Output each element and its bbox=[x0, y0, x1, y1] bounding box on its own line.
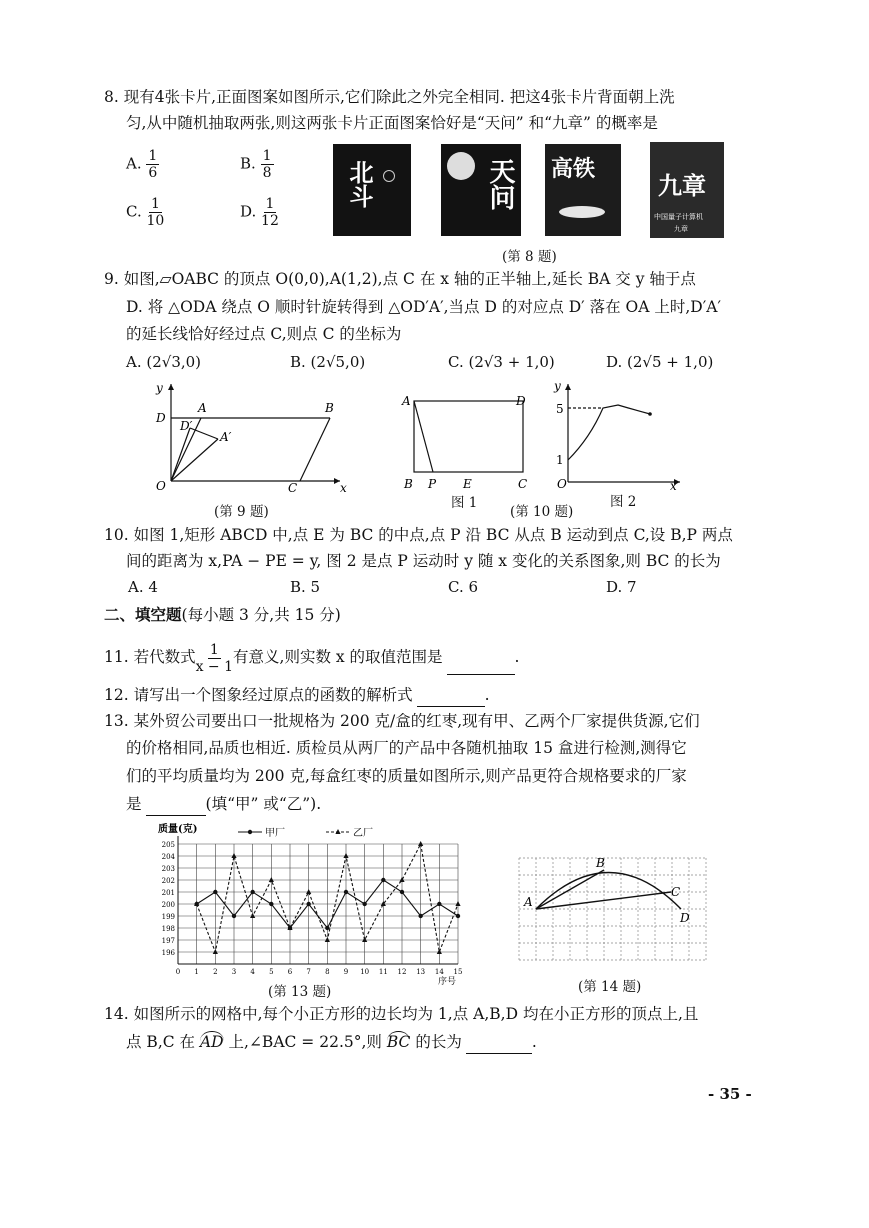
series-0-point-8 bbox=[325, 926, 329, 930]
section-2-note: (每小题 3 分,共 15 分) bbox=[181, 606, 341, 624]
q9-label-O: O bbox=[156, 479, 166, 493]
q10-fig2-label-O: O bbox=[557, 477, 567, 491]
x-tick-label-11: 11 bbox=[378, 968, 388, 976]
x-tick-label-6: 6 bbox=[287, 968, 293, 976]
x-tick-label-5: 5 bbox=[269, 968, 274, 976]
q8-option-b: B. $\frac{1}{8}$ bbox=[240, 148, 272, 181]
page-number: - 35 - bbox=[708, 1085, 752, 1103]
q14-label-C: C bbox=[671, 885, 681, 899]
q14-label-A: A bbox=[524, 895, 533, 909]
series-1-point-5 bbox=[269, 877, 274, 882]
q10-fig1-label-C: C bbox=[518, 477, 528, 491]
card-gaotie bbox=[545, 144, 621, 236]
card-beidou-text: 北斗 bbox=[345, 160, 374, 208]
y-tick-label-203: 203 bbox=[161, 865, 175, 873]
legend-label-1: 乙厂 bbox=[353, 828, 373, 839]
q10-fig2-label-5: 5 bbox=[556, 402, 564, 416]
x-tick-label-0: 0 bbox=[175, 968, 181, 976]
x-tick-label-15: 15 bbox=[453, 968, 463, 976]
q9-option-d: D. (2√5 + 1,0) bbox=[606, 353, 714, 371]
q14-label-B: B bbox=[596, 856, 605, 870]
q10-fig1-name: 图 1 bbox=[451, 495, 478, 511]
series-1-point-2 bbox=[213, 949, 218, 954]
q13-answer-blank[interactable] bbox=[146, 793, 206, 816]
q14-arc-ad: AD bbox=[199, 1033, 224, 1051]
q8-option-a: A. $\frac{1}{6}$ bbox=[126, 148, 158, 181]
q10-figure-1 bbox=[396, 386, 546, 496]
y-tick-label-197: 197 bbox=[161, 937, 175, 945]
q11-fraction: $\frac{1}{x - 1}$ bbox=[195, 641, 234, 675]
x-tick-label-10: 10 bbox=[360, 968, 370, 976]
circle-icon bbox=[383, 170, 395, 182]
q9-label-B: B bbox=[325, 401, 334, 415]
q8-option-c: C. $\frac{1}{10}$ bbox=[126, 196, 165, 229]
y-axis-label: 质量(克) bbox=[158, 824, 198, 835]
series-0-point-10 bbox=[362, 902, 366, 906]
x-tick-label-8: 8 bbox=[325, 968, 330, 976]
y-tick-label-198: 198 bbox=[161, 925, 175, 933]
x-tick-label-7: 7 bbox=[306, 968, 311, 976]
q12-answer-blank[interactable] bbox=[417, 684, 485, 707]
q10-fig2-name: 图 2 bbox=[610, 494, 637, 510]
x-tick-label-3: 3 bbox=[231, 968, 237, 976]
q8-line-1: 8. 现有4张卡片,正面图案如图所示,它们除此之外完全相同. 把这4张卡片背面朝上洗 bbox=[104, 88, 675, 106]
q10-option-a: A. 4 bbox=[128, 578, 158, 596]
q13-chart bbox=[150, 818, 470, 990]
q10-fig1-label-D: D bbox=[516, 394, 526, 408]
q14-label-D: D bbox=[680, 911, 690, 925]
q10-fig2-label-1: 1 bbox=[556, 453, 564, 467]
q9-line-2: D. 将 △ODA 绕点 O 顺时针旋转得到 △OD′A′,当点 D 的对应点 D′ 落在 OA 上时,D′A′ bbox=[126, 298, 721, 316]
card-jiuzhang-text: 九章 bbox=[658, 171, 706, 200]
q9-label-D: D bbox=[156, 411, 166, 425]
y-tick-label-199: 199 bbox=[161, 913, 175, 921]
q13-caption: (第 13 题) bbox=[268, 984, 332, 1000]
q13-line-1: 13. 某外贸公司要出口一批规格为 200 克/盒的红枣,现有甲、乙两个厂家提供货源,它们 bbox=[104, 712, 700, 730]
x-axis-label: 序号 bbox=[438, 977, 457, 987]
series-0-point-5 bbox=[269, 902, 273, 906]
y-tick-label-200: 200 bbox=[161, 901, 175, 909]
x-tick-label-4: 4 bbox=[250, 968, 255, 976]
q9-label-C: C bbox=[288, 481, 298, 495]
q9-figure bbox=[140, 378, 360, 498]
q10-fig2-label-x: x bbox=[670, 479, 677, 493]
q14-answer-blank[interactable] bbox=[466, 1031, 532, 1054]
q10-caption: (第 10 题) bbox=[510, 504, 574, 520]
legend-marker-0 bbox=[248, 830, 252, 834]
q11-answer-blank[interactable] bbox=[447, 640, 515, 675]
series-1-point-4 bbox=[250, 913, 255, 918]
series-1-point-9 bbox=[343, 853, 348, 858]
q9-label-Ap: A′ bbox=[220, 430, 232, 444]
q14-grid bbox=[519, 858, 706, 960]
series-0-point-14 bbox=[437, 902, 441, 906]
section-2-title: 二、填空题 bbox=[104, 606, 182, 624]
q10-fig1-label-E: E bbox=[463, 477, 472, 491]
q10-option-c: C. 6 bbox=[448, 578, 479, 596]
q10-fig1-label-A: A bbox=[402, 394, 411, 408]
series-0-point-9 bbox=[344, 890, 348, 894]
series-1-point-15 bbox=[455, 901, 460, 906]
card-tianwen bbox=[441, 144, 521, 236]
q14-line-1: 14. 如图所示的网格中,每个小正方形的边长均为 1,点 A,B,D 均在小正方形的顶点上,且 bbox=[104, 1005, 699, 1023]
q10-line-1: 10. 如图 1,矩形 ABCD 中,点 E 为 BC 的中点,点 P 沿 BC 从点 B 运动到点 C,设 B,P 两点 bbox=[104, 526, 733, 544]
q8-option-d: D. $\frac{1}{12}$ bbox=[240, 196, 279, 229]
q9-label-y: y bbox=[156, 381, 163, 395]
q9-line-1: 9. 如图,▱OABC 的顶点 O(0,0),A(1,2),点 C 在 x 轴的正半轴上,延长 BA 交 y 轴于点 bbox=[104, 270, 696, 288]
card-jiuzhang-subtext-2: 九章 bbox=[674, 225, 688, 233]
q12-line: 12. 请写出一个图象经过原点的函数的解析式 . bbox=[104, 684, 490, 707]
q14-caption: (第 14 题) bbox=[578, 979, 642, 995]
series-0-point-12 bbox=[400, 890, 404, 894]
q9-label-x: x bbox=[340, 481, 347, 495]
card-jiuzhang bbox=[650, 142, 724, 238]
y-tick-label-202: 202 bbox=[161, 877, 175, 885]
legend-label-0: 甲厂 bbox=[265, 828, 285, 839]
section-2-heading bbox=[104, 604, 341, 626]
x-tick-label-1: 1 bbox=[194, 968, 199, 976]
q10-line-2: 间的距离为 x,PA − PE = y, 图 2 是点 P 运动时 y 随 x 变化的关系图象,则 BC 的长为 bbox=[126, 552, 721, 570]
series-0-point-2 bbox=[213, 890, 217, 894]
series-1-point-13 bbox=[418, 841, 423, 846]
q9-option-a: A. (2√3,0) bbox=[126, 353, 202, 371]
q9-option-c: C. (2√3 + 1,0) bbox=[448, 353, 555, 371]
series-0-point-4 bbox=[250, 890, 254, 894]
q8-caption: (第 8 题) bbox=[502, 249, 557, 265]
q9-label-Dp: D′ bbox=[180, 419, 193, 433]
y-tick-label-201: 201 bbox=[161, 889, 175, 897]
card-gaotie-text: 高铁 bbox=[551, 156, 596, 182]
q9-option-b: B. (2√5,0) bbox=[290, 353, 366, 371]
q13-line-3: 们的平均质量均为 200 克,每盒红枣的质量如图所示,则产品更符合规格要求的厂家 bbox=[126, 767, 687, 785]
series-1-point-8 bbox=[325, 937, 330, 942]
series-0-point-7 bbox=[306, 902, 310, 906]
planet-icon bbox=[447, 152, 475, 180]
series-1-point-10 bbox=[362, 937, 367, 942]
x-tick-label-12: 12 bbox=[397, 968, 407, 976]
q9-label-A: A bbox=[198, 401, 207, 415]
train-icon bbox=[559, 206, 605, 218]
card-jiuzhang-subtext: 中国量子计算机 bbox=[654, 213, 703, 221]
y-tick-label-196: 196 bbox=[161, 949, 175, 957]
q14-line-2: 点 B,C 在 AD 上,∠BAC = 22.5°,则 BC 的长为 . bbox=[126, 1031, 537, 1054]
x-tick-label-9: 9 bbox=[343, 968, 349, 976]
q10-fig1-label-P: P bbox=[428, 477, 437, 491]
q14-figure bbox=[514, 848, 714, 966]
y-tick-label-205: 205 bbox=[161, 841, 175, 849]
q13-line-4: 是 (填“甲” 或“乙”). bbox=[126, 793, 321, 816]
card-tianwen-text: 天问 bbox=[485, 158, 515, 210]
series-1-point-14 bbox=[437, 949, 442, 954]
q10-fig1-label-B: B bbox=[404, 477, 413, 491]
q9-caption: (第 9 题) bbox=[214, 504, 269, 520]
q13-line-2: 的价格相同,品质也相近. 质检员从两厂的产品中各随机抽取 15 盒进行检测,测得它 bbox=[126, 739, 687, 757]
series-0-point-13 bbox=[418, 914, 422, 918]
y-tick-label-204: 204 bbox=[161, 853, 175, 861]
q10-fig2-label-y: y bbox=[554, 379, 561, 393]
series-0-point-11 bbox=[381, 878, 385, 882]
q11-line: 11. 若代数式 $\frac{1}{x - 1}$ 有意义,则实数 x 的取值范围是 . bbox=[104, 641, 520, 675]
card-beidou bbox=[333, 144, 411, 236]
q10-option-d: D. 7 bbox=[606, 578, 637, 596]
series-0-point-3 bbox=[232, 914, 236, 918]
q10-figure-2 bbox=[540, 378, 690, 493]
q8-line-2: 匀,从中随机抽取两张,则这两张卡片正面图案恰好是“天问” 和“九章” 的概率是 bbox=[126, 114, 658, 132]
series-1-point-3 bbox=[231, 853, 236, 858]
series-1-point-12 bbox=[399, 877, 404, 882]
series-0-point-15 bbox=[456, 914, 460, 918]
x-tick-label-13: 13 bbox=[416, 968, 426, 976]
q14-arc-bc: BC bbox=[386, 1033, 411, 1051]
q9-line-3: 的延长线恰好经过点 C,则点 C 的坐标为 bbox=[126, 325, 402, 343]
q10-option-b: B. 5 bbox=[290, 578, 321, 596]
x-tick-label-2: 2 bbox=[213, 968, 218, 976]
x-tick-label-14: 14 bbox=[434, 968, 444, 976]
series-1-point-7 bbox=[306, 889, 311, 894]
